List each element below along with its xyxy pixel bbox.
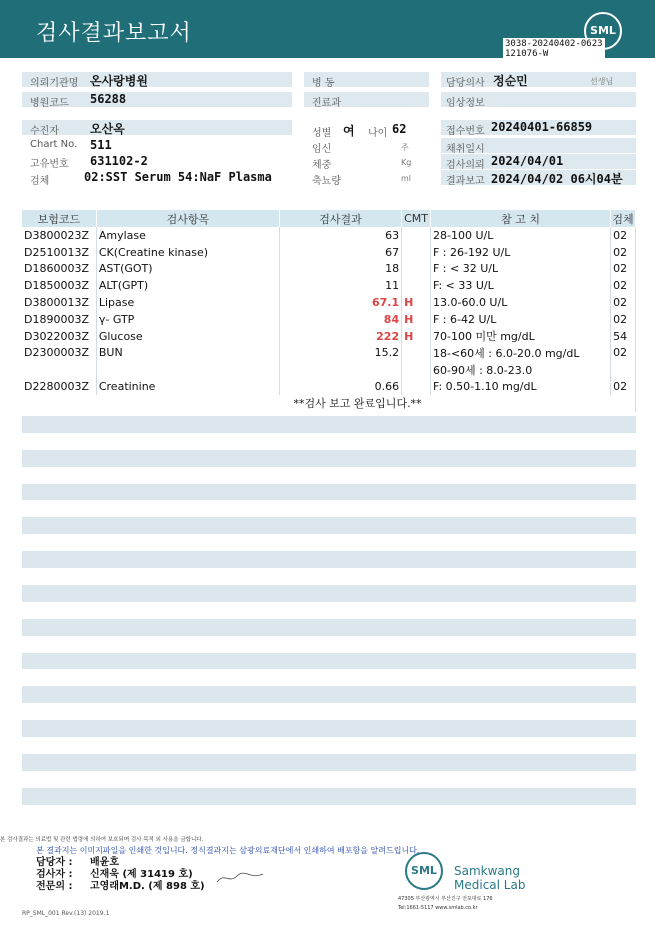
id-label: 고유번호 [30,159,69,170]
specimen-code: 02 [611,311,636,328]
request-label: 검사의뢰 [446,160,485,171]
specimen-value: 02:SST Serum 54:NaF Plasma [84,170,272,184]
specimen-code: 02 [611,345,636,362]
high-flag [402,244,431,261]
request-value: 2024/04/01 [491,154,564,168]
table-row [22,294,636,311]
chart-value: 511 [90,138,112,152]
reference-range: F : < 32 U/L [430,261,610,278]
test-result: 63 [279,227,401,244]
table-row [22,261,636,278]
empty-row [22,720,636,737]
reporter-value: 배윤호 [90,857,119,868]
expert-label: 전문의 : [36,881,73,892]
column-header: CMT [402,210,431,227]
table-row [22,395,636,412]
patient-row [22,120,292,135]
specimen-code: 02 [611,261,636,278]
sml-bottom-logo-icon: SML [405,852,443,890]
test-name [96,361,279,378]
expert-value: 고영래M.D. (제 898 호) [90,881,205,892]
hospital-value: 온사랑병원 [90,74,148,88]
test-name: CK(Creatine kinase) [96,244,279,261]
insurance-code: D1890003Z [22,311,96,328]
hospital-code-value: 56288 [90,92,127,106]
test-name: Amylase [96,227,279,244]
high-flag: H [402,294,431,311]
specimen-code: 54 [611,328,636,345]
empty-row [22,484,636,501]
test-name: Lipase [96,294,279,311]
report-value: 2024/04/02 06시04분 [491,172,623,186]
empty-row [22,754,636,771]
sex-value: 여 [343,124,355,138]
reference-range: 18-<60세 : 6.0-20.0 mg/dL [430,345,610,362]
urine-unit: ml [401,174,412,183]
empty-row [22,551,636,568]
chart-label: Chart No. [30,139,78,150]
test-result: 18 [279,261,401,278]
reference-range: 70-100 미만 mg/dL [430,328,610,345]
specimen-code: 02 [611,277,636,294]
doctor-value: 정순민 [493,74,528,88]
column-header: 검사결과 [279,210,401,227]
fine-print: 본 검사결과는 의료법 및 관련 법령에 의하여 보호되며 검사 목적 외 사용을 금합니다. [0,837,204,843]
weight-unit: Kg [401,158,412,167]
test-name: BUN [96,345,279,362]
age-value: 62 [392,122,407,136]
empty-row [22,686,636,703]
insurance-code: D2300003Z [22,345,96,362]
empty-row [22,416,636,433]
table-row [22,378,636,395]
pregnancy-label: 임신 [312,144,332,155]
hospital-code-label: 병원코드 [30,98,69,109]
insurance-code: D1850003Z [22,277,96,294]
column-header: 검체 [611,210,636,227]
high-flag [402,378,431,395]
empty-row [22,585,636,602]
receipt-value: 20240401-66859 [491,120,593,134]
table-row [22,328,636,345]
specimen-code [611,361,636,378]
high-flag [402,261,431,278]
report-label: 결과보고 [446,176,485,187]
specimen-label: 검체 [30,176,50,187]
doctor-label: 담당의사 [446,78,485,89]
test-result: 0.66 [279,378,401,395]
insurance-code: D2510013Z [22,244,96,261]
id-value: 631102-2 [90,154,148,168]
dept-label: 진료과 [312,98,341,109]
table-row [22,277,636,294]
age-label: 나이 [368,128,388,139]
weight-label: 체중 [312,160,332,171]
test-name: γ- GTP [96,311,279,328]
table-row [22,311,636,328]
patient-value: 오산옥 [90,122,125,136]
empty-row [22,450,636,467]
test-result: 222 [279,328,401,345]
insurance-code: D3800013Z [22,294,96,311]
report-title: 검사결과보고서 [36,21,192,46]
reference-range: F: 0.50-1.10 mg/dL [430,378,610,395]
column-header: 보험코드 [22,210,96,227]
table-header-row [22,210,636,227]
doctor-suffix: 선생님 [590,77,614,86]
reference-range: 60-90세 : 8.0-23.0 [430,361,610,378]
high-flag: H [402,328,431,345]
hospital-label: 의뢰기관명 [30,78,79,89]
high-flag [402,345,431,362]
high-flag [402,277,431,294]
specimen-code: 02 [611,227,636,244]
column-header: 참 고 치 [430,210,610,227]
table-row [22,361,636,378]
high-flag [402,361,431,378]
test-result [279,361,401,378]
tester-label: 검사자 : [36,869,73,880]
lab-name: Samkwang Medical Lab [454,864,526,892]
signature-icon [215,870,265,886]
pregnancy-unit: 주 [401,143,409,152]
insurance-code: D3022003Z [22,328,96,345]
empty-row [22,788,636,805]
specimen-code: 02 [611,378,636,395]
lab-address: 47305 부산광역시 부산진구 전포대로 176 [398,896,493,902]
ward-label: 병 동 [312,78,335,89]
reference-range: 28-100 U/L [430,227,610,244]
specimen-code: 02 [611,244,636,261]
high-flag: H [402,311,431,328]
print-notice: 본 결과지는 이미지파일을 인쇄한 것입니다. 정식결과지는 삼광의료재단에서 인쇄하여 배포함을 알려드립니다. [36,846,420,855]
urine-label: 축뇨량 [312,176,341,187]
test-name: Glucose [96,328,279,345]
insurance-code [22,361,96,378]
test-name: Creatinine [96,378,279,395]
tester-value: 신재욱 (제 31419 호) [90,869,193,880]
reference-range: F : 6-42 U/L [430,311,610,328]
clinical-label: 임상정보 [446,98,485,109]
collect-label: 채취일시 [446,144,485,155]
test-result: 15.2 [279,345,401,362]
table-row [22,345,636,362]
insurance-code: D3800023Z [22,227,96,244]
test-result: 84 [279,311,401,328]
receipt-label: 접수번호 [446,126,485,137]
high-flag [402,227,431,244]
test-result: 67 [279,244,401,261]
insurance-code: D1860003Z [22,261,96,278]
test-result: 11 [279,277,401,294]
sml-logo-icon: SML [584,12,622,50]
reference-range: F : 26-192 U/L [430,244,610,261]
empty-row [22,619,636,636]
revision-code: RP_SML_001 Rev.(13) 2019.1 [22,910,110,917]
table-row [22,244,636,261]
test-result: 67.1 [279,294,401,311]
reference-range: F: < 33 U/L [430,277,610,294]
reference-range: 13.0-60.0 U/L [430,294,610,311]
patient-label: 수진자 [30,126,59,137]
empty-row [22,653,636,670]
reporter-label: 담당자 : [36,857,73,868]
empty-rows [22,416,636,822]
table-row [22,227,636,244]
document-number: 3038-20240402-0623 121076-W [505,39,603,59]
sex-label: 성별 [312,128,332,139]
column-header: 검사항목 [96,210,279,227]
specimen-code: 02 [611,294,636,311]
results-table [22,210,636,412]
empty-row [22,517,636,534]
lab-phone: Tel:1661-5117 www.smlab.co.kr [398,905,478,911]
test-name: ALT(GPT) [96,277,279,294]
report-complete-note: **검사 보고 완료입니다.** [22,395,636,412]
test-name: AST(GOT) [96,261,279,278]
insurance-code: D2280003Z [22,378,96,395]
